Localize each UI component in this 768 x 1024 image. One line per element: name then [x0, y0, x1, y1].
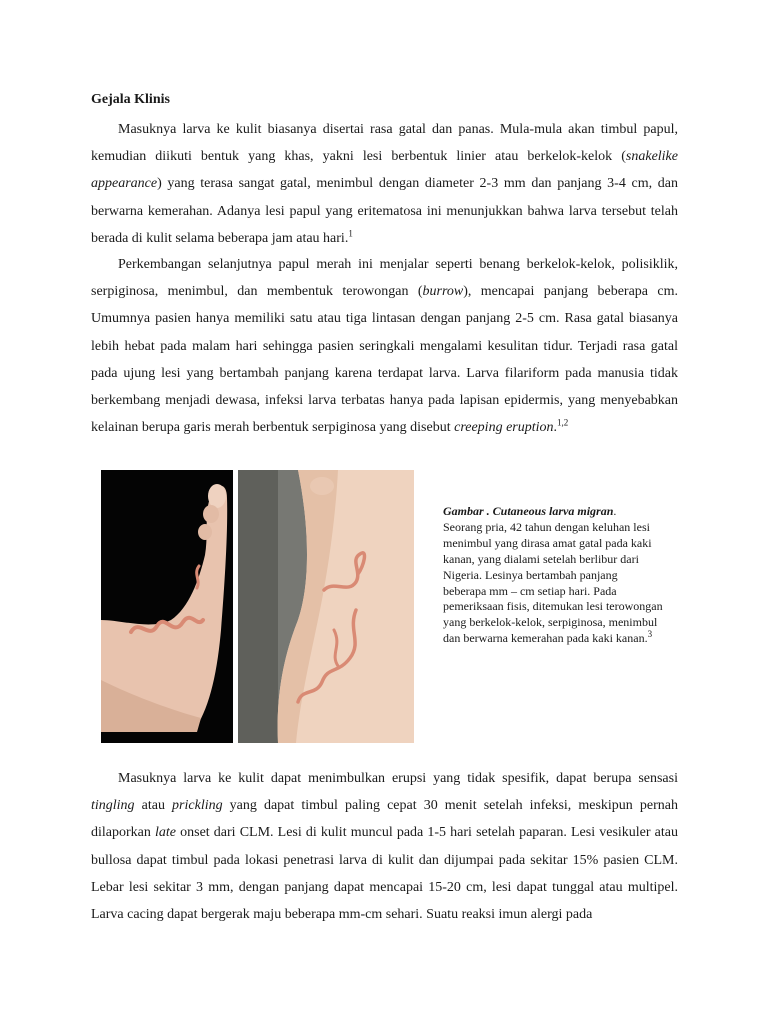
italic-term: creeping eruption [454, 420, 554, 436]
foot-top-illustration [238, 470, 414, 743]
foot-side-illustration [101, 470, 233, 743]
paragraph-text: ), mencapai panjang beberapa cm. Umumnya pasien hanya memiliki satu atau tiga lintasan dengan panjang 2-5 cm. Rasa gatal biasanya lebih hebat pada malam hari sehingga pasien seringkali mengalami kesulitan tidur. Terjadi rasa gatal pada ujung lesi yang bertambah panjang karena terdapat larva. Larva filariform pada manusia tidak berkembang menjadi dewasa, infeksi larva terbatas hanya pada lapisan epidermis, yang menyebabkan kelainan berupa garis merah berbentuk serpiginosa yang disebut [91, 284, 678, 436]
paragraph-text: atau [134, 798, 173, 814]
italic-term: prickling [172, 798, 223, 814]
paragraph-text: ) yang terasa sangat gatal, menimbul dengan diameter 2-3 mm dan panjang 3-4 cm, dan berwarna kemerahan. Adanya lesi papul yang eritematosa ini menunjukkan bahwa larva tersebut telah berada di kulit selama beberapa jam atau hari. [91, 176, 678, 246]
italic-term: tingling [91, 798, 135, 814]
foot-photo-left [101, 470, 233, 743]
paragraph-lesion-progression [91, 251, 678, 441]
paragraph-text: Masuknya larva ke kulit biasanya disertai rasa gatal dan panas. Mula-mula akan timbul papul, kemudian diikuti bentuk yang khas, yakni lesi berbentuk linier atau berkelok-kelok ( [91, 122, 678, 165]
section-heading: Gejala Klinis [91, 92, 170, 107]
figure-caption-title-end: . [613, 504, 617, 518]
figure-caption-body: Seorang pria, 42 tahun dengan keluhan lesi menimbul yang dirasa amat gatal pada kaki kanan, yang dialami setelah berlibur dari Nigeria. Lesinya bertambah panjang beberapa mm – cm setiap hari. Pada pemeriksaan fisis, ditemukan lesi terowongan yang berkelok-kelok, serpiginosa, menimbul dan berwarna kemerahan pada kaki kanan. [443, 519, 663, 646]
foot-photo-right [238, 470, 414, 743]
paragraph-clinical-onset [91, 116, 678, 252]
paragraph-text: Masuknya larva ke kulit dapat menimbulkan erupsi yang tidak spesifik, dapat berupa sensasi [118, 771, 678, 786]
italic-term: snakelike appearance [91, 149, 678, 192]
paragraph-nonspecific-eruption [91, 765, 678, 928]
paragraph-text: Perkembangan selanjutnya papul merah ini menjalar seperti benang berkelok-kelok, polisiklik, serpiginosa, menimbul, dan membentuk terowongan ( [91, 257, 678, 300]
citation-superscript: 1,2 [557, 417, 569, 428]
italic-term: late [155, 825, 176, 841]
citation-superscript: 1 [348, 228, 353, 239]
italic-term: burrow [422, 284, 464, 300]
figure-caption [443, 504, 663, 647]
paragraph-text: . [553, 420, 558, 436]
citation-superscript: 3 [647, 629, 653, 640]
figure-caption-title: Gambar . Cutaneous larva migran [443, 504, 614, 518]
paragraph-text: yang dapat timbul paling cepat 30 menit setelah infeksi, meskipun pernah dilaporkan [91, 798, 678, 841]
paragraph-text: onset dari CLM. Lesi di kulit muncul pada 1-5 hari setelah paparan. Lesi vesikuler atau bullosa dapat timbul pada lokasi penetrasi larva di kulit dan dijumpai pada sekitar 15% pasien CLM. Lebar lesi sekitar 3 mm, dengan panjang dapat mencapai 15-20 cm, lesi dapat tunggal atau multipel. Larva cacing dapat bergerak maju beberapa mm-cm sehari. Suatu reaksi imun alergi pada [91, 825, 678, 923]
